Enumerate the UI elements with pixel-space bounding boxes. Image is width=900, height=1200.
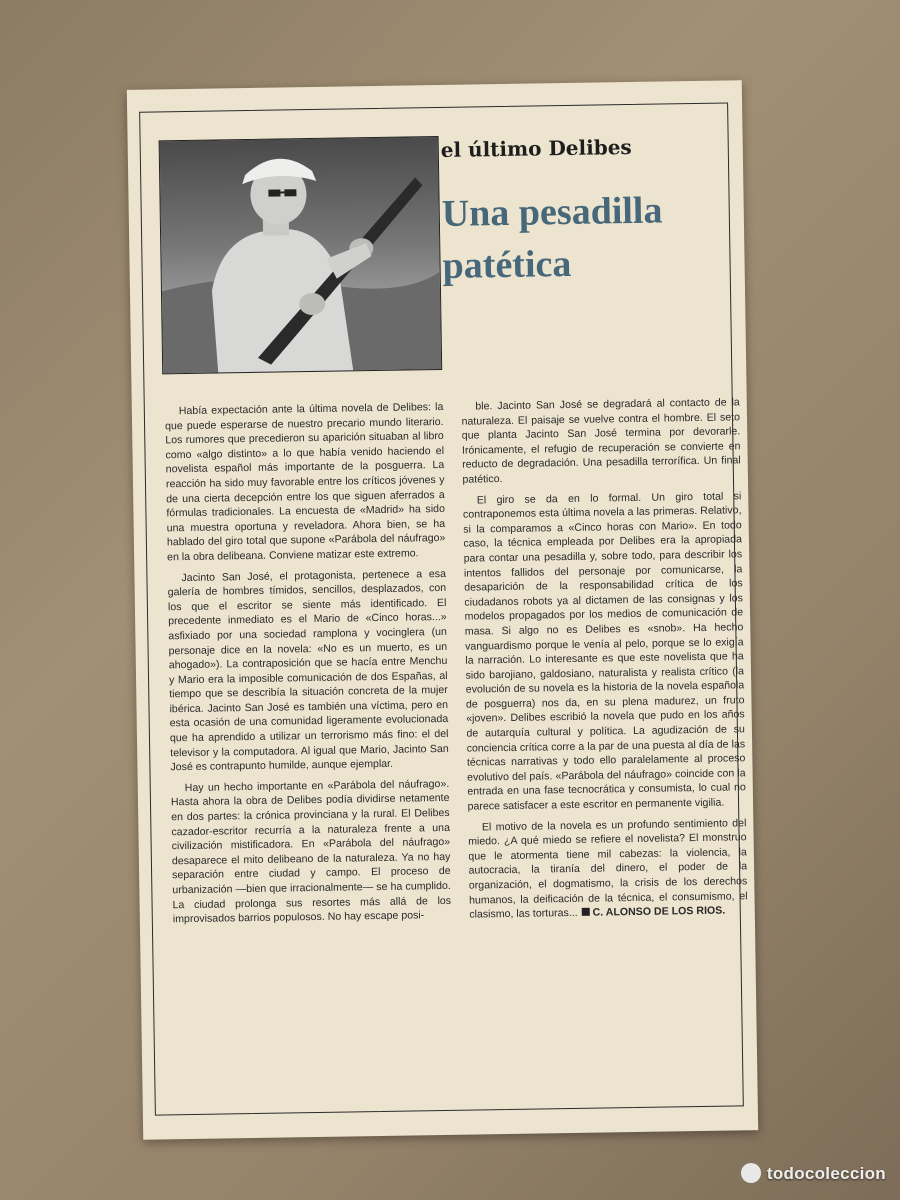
article-headline	[441, 183, 733, 292]
watermark	[741, 1163, 886, 1184]
paragraph: Jacinto San José, el protagonista, pertenece a esa galería de hombres tímidos, sencillos, desplazados, con los que el escritor se siente más identificado. El precedente inmediato es el Mario de «Cinco horas...» asfixiado por una sociedad ramplona y vocinglera (un personaje dice en la novela: «No es un muerto, es un ahogado»). La contraposición que se hacía entre Menchu y Mario era la imposible comunicación de dos Españas, al tiempo que se describía la situación concreta de la mujer ibérica. Jacinto San José es también una víctima, pero en esta ocasión de una comunidad ligeramente evolucionada que ha aprendido a utilizar un terrorismo más fino: el del televisor y la computadora. Al igual que Mario, Jacinto San José es contrapunto humilde, aunque ejemplar.	[167, 567, 449, 774]
paragraph: Había expectación ante la última novela de Delibes: la que puede esperarse de nuestro precario mundo literario. Los rumores que precedieron su aparición situaban al libro como «algo distinto» a lo que había venido haciendo el novelista español más importante de la posguerra. La reacción ha sido muy favorable entre los críticos jóvenes y de una cierta decepción entre los que siguen aferrados a fórmulas tradicionales. La encuesta de «Madrid» ha sido una muestra oportuna y reveladora. Ahora bien, se ha hablado del giro total que supone «Parábola del náufrago» en la obra delibeana. Conviene matizar este extremo.	[164, 400, 446, 564]
paragraph	[468, 816, 748, 923]
paragraph: ble. Jacinto San José se degradará al contacto de la naturaleza. El paisaje se vuelve contra el hombre. El seto que planta Jacinto San José termina por devorarle. Irónicamente, el refugio de recuperación se convierte en reducto de degradación. Una pesadilla terrorífica. Un final patético.	[461, 396, 741, 486]
article-body	[165, 395, 751, 1124]
man-with-shotgun-photo	[159, 136, 443, 374]
headline-line-1: Una pesadilla	[441, 189, 663, 235]
paragraph-text: El motivo de la novela es un profundo sentimiento del miedo. ¿A qué miedo se refiere el novelista? El monstruo que le atormenta tiene mil cabezas: la violencia, la autocracia, la tiranía del dinero, el poder de la organización, el dogmatismo, la crisis de los derechos humanos, la deificación de la técnica, el consumismo, el clasismo, las torturas...	[468, 816, 748, 921]
watermark-logo-icon	[741, 1163, 761, 1183]
watermark-text: todocoleccion	[766, 1164, 886, 1183]
article-column-2	[461, 395, 751, 1119]
article-frame	[139, 102, 748, 1115]
article-column-1	[165, 400, 455, 1124]
paragraph: El giro se da en lo formal. Un giro total si contraponemos esta última novela a las primeras. Relativo, si la comparamos a «Cinco horas con Mario». En todo caso, la técnica empleada por Delibes era la apropiada para contar una pesadilla y, sobre todo, para describir los intentos fallidos del personaje por comunicarse, la desaparición de la responsabilidad crítica de los ciudadanos robots ya al dictamen de las consignas y los modelos propagados por los medios de comunicación de masa. Si algo no es Delibes es «snob». Ha hecho vanguardismo porque le venía al pelo, porque se lo exigía la narración. Lo interesante es que este novelista que ha sido barojiano, galdosiano, naturalista y realista crítico (la evolución de su novela es la historia de la novela española de posguerra) nos da, en su plena madurez, un fruto «joven». Delibes escribió la novela que pudo en los años de autarquía cultural y política. La agudización de su conciencia crítica corre a la par de una puesta al día de las técnicas narrativas y todo ello paralelamente al proceso evolutivo del país. «Parábola del náufrago» coincide con la entrada en una fase tecnocrática y consumista, lo cual no parece satisfacer a este escritor en permanente vigilia.	[462, 489, 746, 813]
square-bullet-icon	[582, 908, 590, 916]
byline: C. ALONSO DE LOS RIOS.	[592, 904, 726, 919]
headline-line-2: patética	[442, 242, 572, 287]
newspaper-clipping	[127, 80, 758, 1140]
article-kicker: el último Delibes	[440, 134, 632, 162]
paragraph: Hay un hecho importante en «Parábola del náufrago». Hasta ahora la obra de Delibes podía dividirse netamente en dos partes: la crónica provinciana y la rural. El Delibes cazador-escritor recurría a la naturaleza frente a una civilización mistificadora. En «Parábola del náufrago» desaparece el mito delibeano de la naturaleza. Ya no hay separación entre ciudad y campo. El proceso de urbanización —bien que irracionalmente— se ha cumplido. La ciudad prolonga sus resortes más allá de los improvisados barrios populosos. No hay escape posi-	[170, 777, 452, 926]
